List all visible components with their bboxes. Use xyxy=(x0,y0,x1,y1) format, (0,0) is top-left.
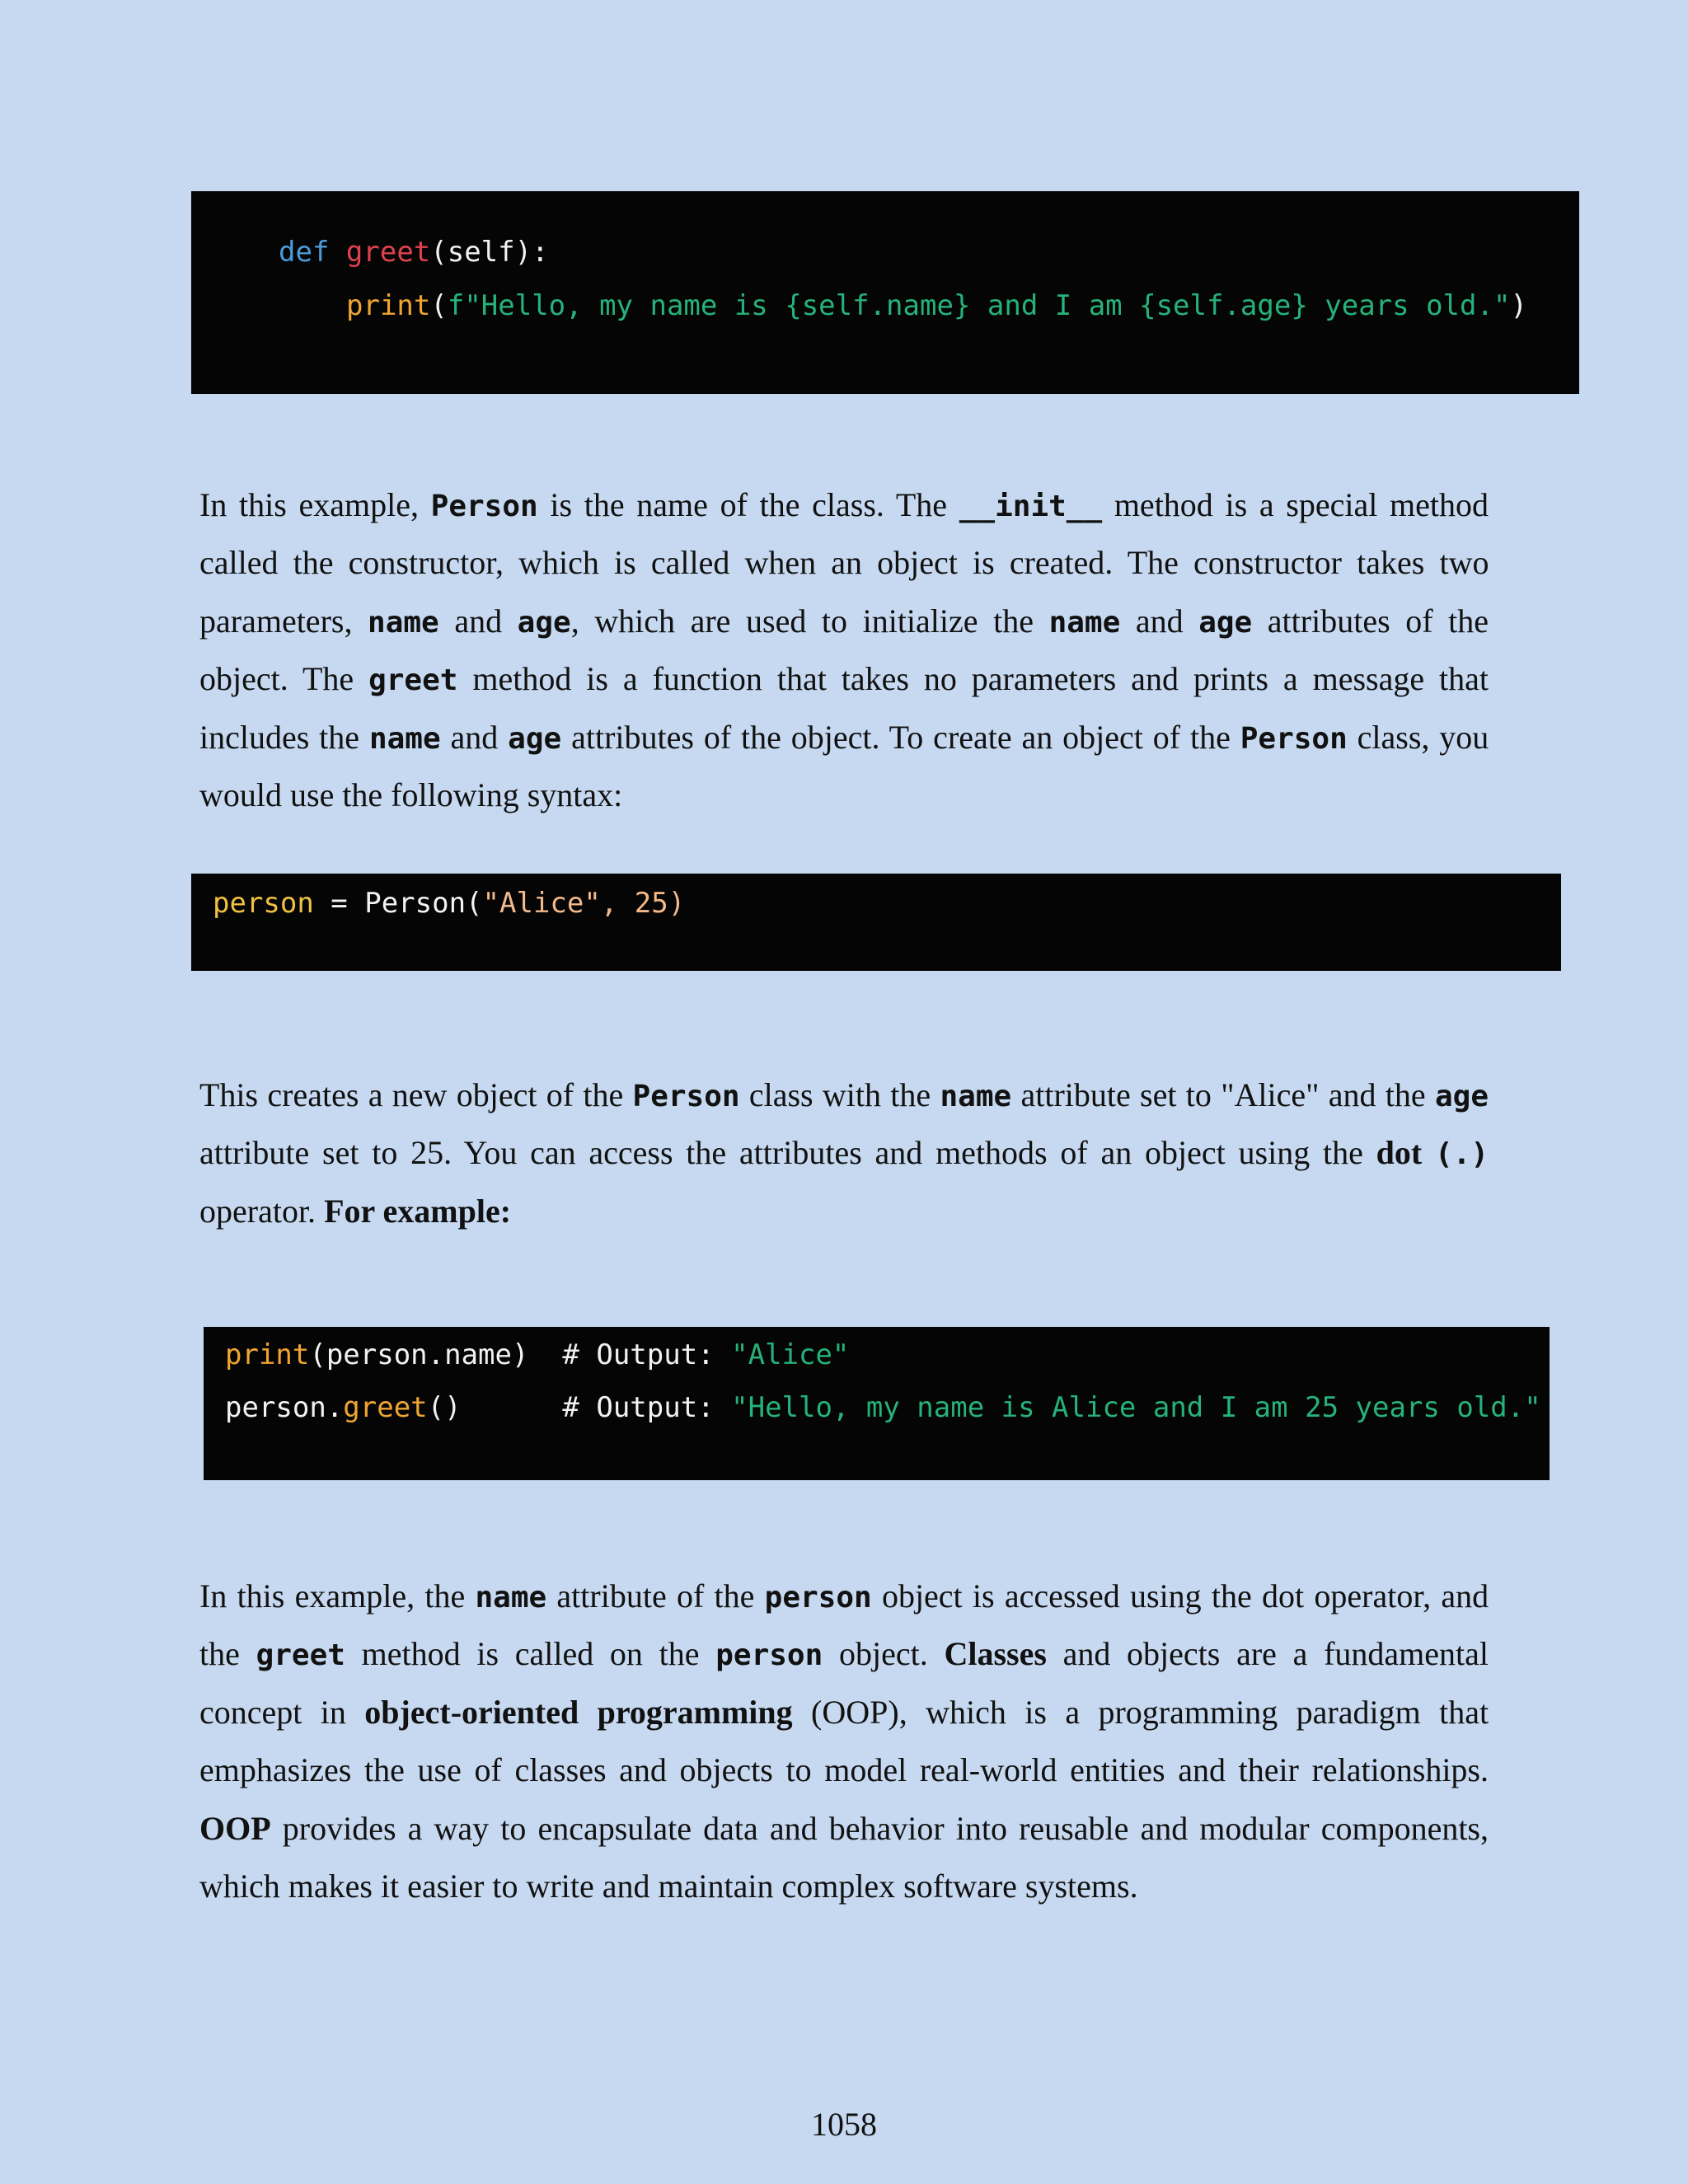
code-line: print(person.name) # Output: "Alice" xyxy=(225,1338,850,1371)
code-line: person.greet() # Output: "Hello, my name is Alice and I am 25 years old." xyxy=(225,1391,1541,1424)
code-line: def greet(self): xyxy=(279,236,549,269)
text-line: In this example, the name attribute of the person object is accessed using the dot operator, and xyxy=(199,1577,1489,1615)
text-line: called the constructor, which is called when an object is created. The constructor takes two xyxy=(199,544,1489,582)
text-line: concept in object-oriented programming (OOP), which is a programming paradigm that xyxy=(199,1693,1489,1731)
paragraph-oop-summary xyxy=(199,1568,1489,1915)
code-line: person = Person("Alice", 25) xyxy=(213,887,686,920)
text-line: object. The greet method is a function that takes no parameters and prints a message that xyxy=(199,660,1489,698)
text-line: parameters, name and age, which are used to initialize the name and age attributes of the xyxy=(199,602,1489,640)
text-line: includes the name and age attributes of the object. To create an object of the Person class, you xyxy=(199,718,1489,756)
text-line: operator. For example: xyxy=(199,1192,512,1230)
paragraph-person-class xyxy=(199,476,1489,824)
paragraph-object-creation xyxy=(199,1066,1489,1240)
code-block-create xyxy=(191,874,1561,971)
page-number: 1058 xyxy=(811,2106,877,2143)
code-block-usage xyxy=(204,1327,1550,1480)
text-line: which makes it easier to write and maintain complex software systems. xyxy=(199,1867,1138,1905)
code-line: print(f"Hello, my name is {self.name} and I am {self.age} years old.") xyxy=(346,289,1527,322)
text-line: would use the following syntax: xyxy=(199,776,623,813)
text-line: In this example, Person is the name of the class. The __init__ method is a special method xyxy=(199,486,1489,523)
text-line: the greet method is called on the person object. Classes and objects are a fundamental xyxy=(199,1635,1489,1673)
text-line: emphasizes the use of classes and objects to model real-world entities and their relationships. xyxy=(199,1751,1489,1789)
code-block-greet xyxy=(191,191,1579,394)
text-line: OOP provides a way to encapsulate data and behavior into reusable and modular components, xyxy=(199,1809,1489,1847)
text-line: This creates a new object of the Person class with the name attribute set to "Alice" and the age xyxy=(199,1076,1489,1113)
text-line: attribute set to 25. You can access the attributes and methods of an object using the dot (.) xyxy=(199,1134,1489,1172)
